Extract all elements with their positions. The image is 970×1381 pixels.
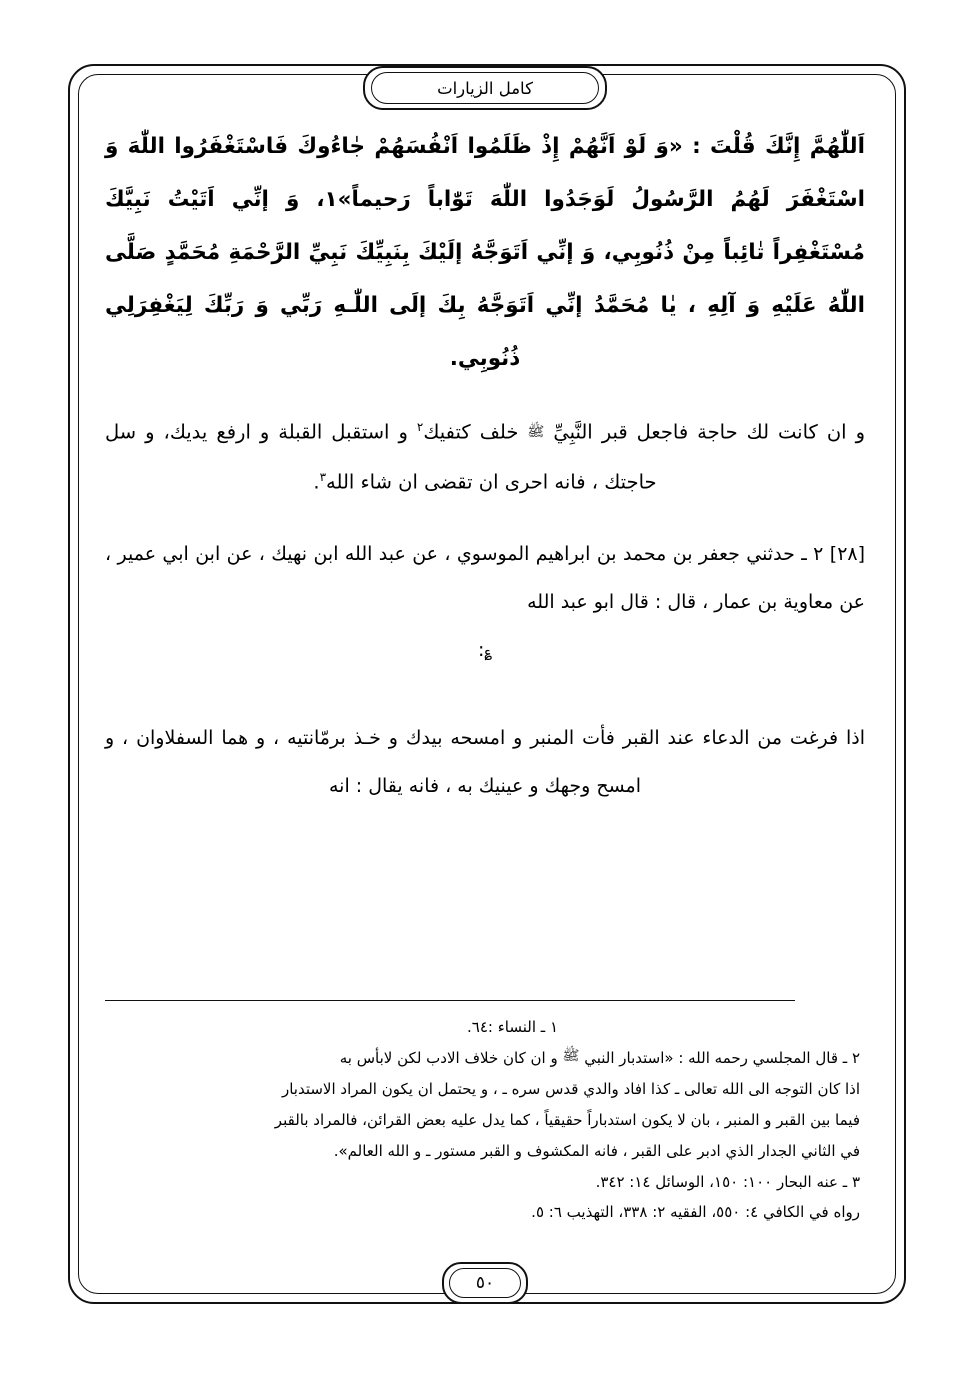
footnote-2-text-a: ٢ ـ قال المجلسي رحمه الله : «استدبار النبي [584, 1049, 860, 1067]
alayhissalam-icon: ؏ [484, 645, 493, 660]
page-content [105, 120, 865, 1250]
sallallahu-alayhi-wa-alihi-icon: ﷺ [527, 423, 545, 440]
footnote-marker-2: ٢ [416, 420, 424, 434]
book-title: كامل الزيارات [437, 78, 533, 98]
page-number: ٥٠ [475, 1273, 495, 1293]
spacer [105, 674, 865, 714]
hadith-isnad-text: حدثني جعفر بن محمد بن ابراهيم الموسوي ، عن عبد الله ابن نهيك ، عن ابن ابي عمير ، عن معاوية بن عمار ، قال : قال ابو عبد الله [105, 543, 865, 613]
sallallahu-alayhi-wa-alihi-icon: ﷺ [562, 1048, 580, 1064]
footnote-separator [105, 1000, 795, 1001]
instruction-part-3: و استقبل القبلة و ارفع يديك، و سل حاجتك ، فانه احرى ان تقضى ان شاء الله [105, 420, 657, 493]
footnote-2-line-2: اذا كان التوجه الى الله تعالى ـ كذا افاد والدي قدس سره ـ ، و يحتمل ان يكون المراد الاستدبار [281, 1080, 860, 1098]
spacer [105, 504, 865, 530]
footnote-2-text-b: و ان كان خلاف الادب لكن لابأس به [339, 1049, 558, 1067]
instruction-part-end: . [313, 470, 320, 493]
instruction-part-2: خلف كتفيك [423, 420, 519, 444]
supplication-paragraph: اَللّٰهُمَّ إِنَّكَ قُلْتَ : «وَ لَوْ اَنَّهُمْ إِذْ ظَلَمُوا اَنْفُسَهُمْ جٰاءُوكَ فَاسْتَغْفَرُوا اللّٰهَ وَ اسْتَغْفَرَ لَهُمُ الرَّسُولُ لَوَجَدُوا اللّٰهَ تَوّٰاباً رَحيماً»١، وَ إنِّي اَتَيْتُ نَبِيَّكَ مُسْتَغْفِراً تٰائِباً مِنْ ذُنُوبِي، وَ إنِّي اَتَوَجَّهُ إلَيْكَ بِنَبِيِّكَ نَبِيِّ الرَّحْمَةِ مُحَمَّدٍ صَلَّى اللّٰهُ عَلَيْهِ وَ آلِهِ ، يٰا مُحَمَّدُ إنِّي اَتَوَجَّهُ بِكَ إلَى اللّٰـهِ رَبِّي وَ رَبِّكَ لِيَغْفِرَلِي ذُنُوبِي. [105, 134, 865, 371]
hadith-number: [٢٨] ٢ ـ [801, 543, 866, 565]
footnote-2-line-3: فيما بين القبر و المنبر ، بان لا يكون استدباراً حقيقياً ، كما يدل عليه بعض القرائن، فالمراد بالقبر [274, 1111, 860, 1129]
footnote-3: ٣ ـ عنه البحار ١٠٠: ١٥٠، الوسائل ١٤: ٣٤٢. [595, 1173, 860, 1191]
hadith-isnad-paragraph [105, 530, 865, 626]
footnote-2-line-1 [105, 1043, 860, 1074]
hadith-body-paragraph: اذا فرغت من الدعاء عند القبر فأت المنبر و امسحه بيدك و خـذ برمّانتيه ، و هما السفلاوان ، و امسح وجهك و عينيك به ، فانه يقال : انه [105, 727, 865, 797]
instruction-part-1: و ان كانت لك حاجة فاجعل قبر النَّبِيِّ [553, 420, 865, 444]
colon-mark: : [477, 639, 485, 661]
hadith-isnad-end [105, 626, 865, 674]
footnote-marker-3: ٣ [319, 469, 327, 484]
spacer [105, 391, 865, 405]
header-cartouche [363, 66, 607, 110]
footnotes-section [105, 1012, 860, 1227]
footnote-4: رواه في الكافي ٤: ٥٥٠، الفقيه ٢: ٣٣٨، التهذيب ٦: ٥. [531, 1203, 860, 1221]
footnote-1: ١ ـ النساء :٦٤. [467, 1018, 558, 1036]
instruction-paragraph [105, 405, 865, 504]
footnote-2-line-4: في الثاني الجدار الذي ادبر على القبر ، فانه المكشوف و القبر مستور ـ و الله العالم». [333, 1142, 860, 1160]
page-number-cartouche [442, 1262, 528, 1304]
